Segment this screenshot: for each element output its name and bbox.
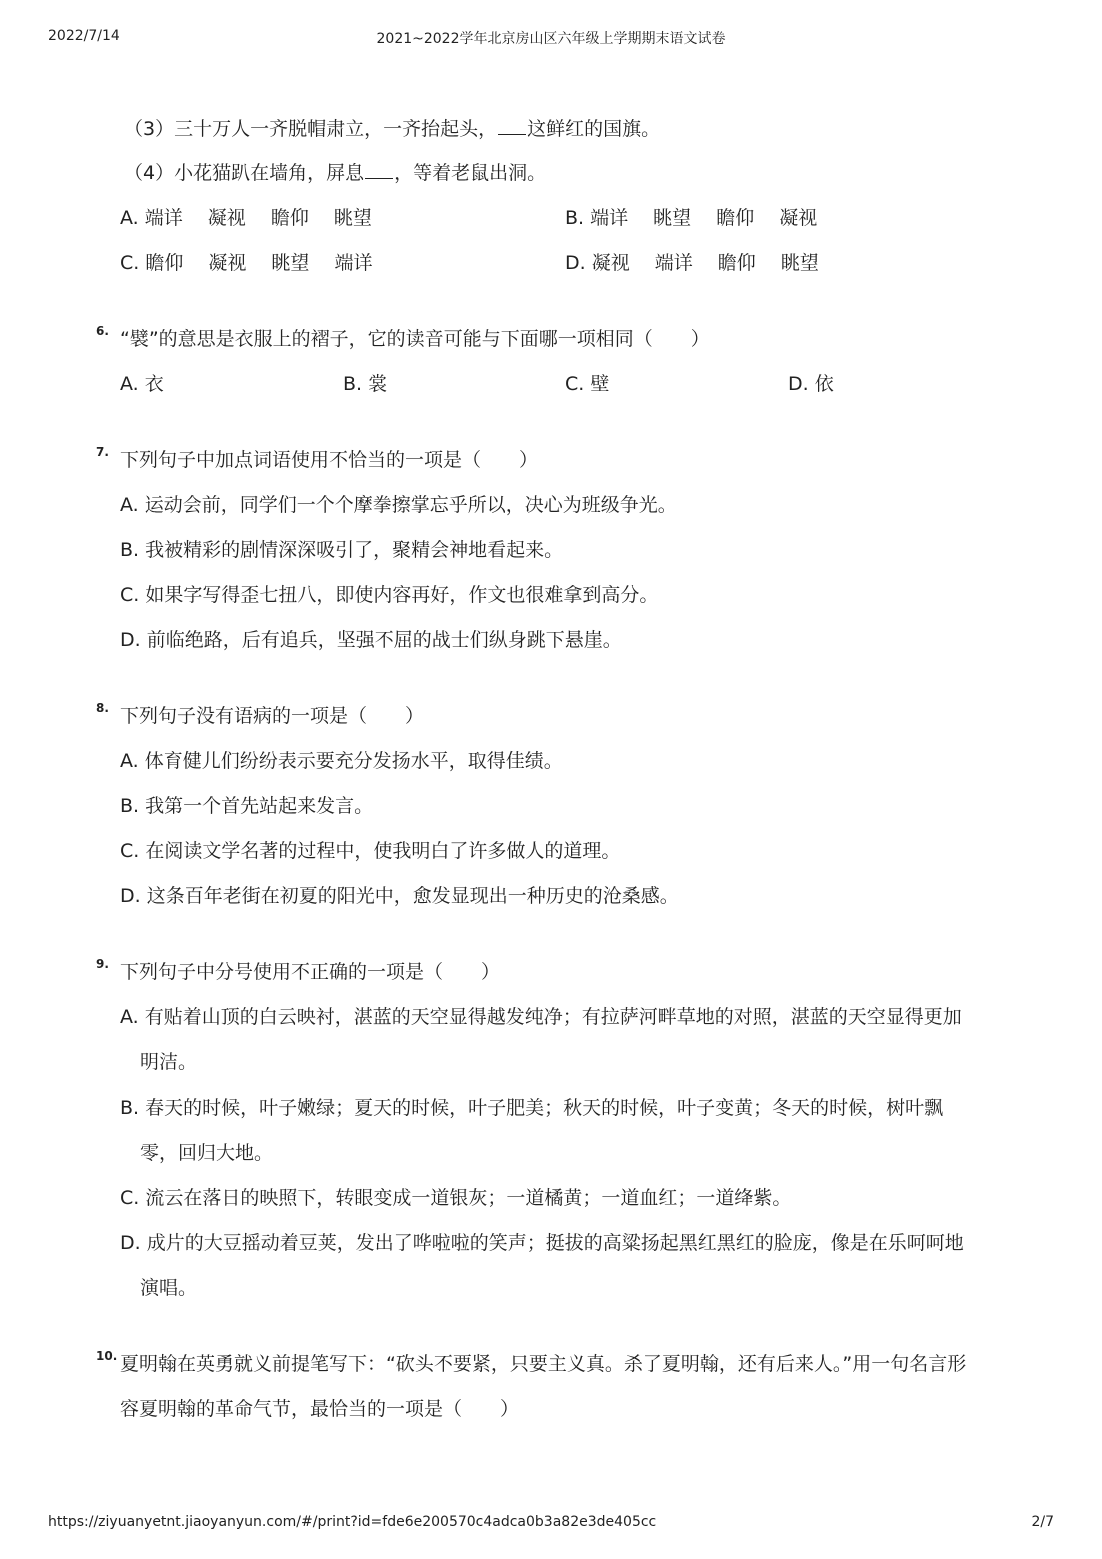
- q9-option-d-line1: D. 成片的大豆摇动着豆荚，发出了哗啦啦的笑声；挺拔的高粱扬起黑红黑红的脸庞，像是在乐呵呵地: [120, 1232, 964, 1254]
- q10-stem-line1: 夏明翰在英勇就义前提笔写下：“砍头不要紧，只要主义真。杀了夏明翰，还有后来人。”用一句名言形: [120, 1353, 967, 1375]
- q5-sub3-text-post: 这鲜红的国旗。: [527, 118, 661, 140]
- q9-option-b-line2: 零，回归大地。: [140, 1142, 274, 1164]
- q7-option-c[interactable]: C. 如果字写得歪七扭八，即使内容再好，作文也很难拿到高分。: [120, 584, 659, 606]
- print-date: 2022/7/14: [48, 28, 120, 44]
- q6-option-c[interactable]: C. 壁: [565, 373, 610, 395]
- q5-option-c[interactable]: C. 瞻仰 凝视 眺望 端详: [120, 252, 373, 274]
- q9-number: 9.: [96, 957, 109, 971]
- q5-sub3: [124, 116, 660, 142]
- q9-option-d-line2: 演唱。: [140, 1277, 198, 1299]
- q7-stem: 下列句子中加点词语使用不恰当的一项是（ ）: [120, 449, 539, 471]
- q5-option-a[interactable]: A. 端详 凝视 瞻仰 眺望: [120, 207, 372, 229]
- q5-sub4-blank: [365, 160, 393, 179]
- q5-sub4-text-pre: （4）小花猫趴在墙角，屏息: [124, 162, 365, 184]
- q9-stem: 下列句子中分号使用不正确的一项是（ ）: [120, 961, 501, 983]
- q10-stem-line2: 容夏明翰的革命气节，最恰当的一项是（ ）: [120, 1398, 520, 1420]
- q8-stem: 下列句子没有语病的一项是（ ）: [120, 705, 425, 727]
- q5-sub3-blank: [498, 116, 526, 135]
- q5-sub4: [124, 160, 546, 186]
- footer-url: https://ziyuanyetnt.jiaoyanyun.com/#/print?id=fde6e200570c4adca0b3a82e3de405cc: [48, 1514, 657, 1530]
- q8-option-a[interactable]: A. 体育健儿们纷纷表示要充分发扬水平，取得佳绩。: [120, 750, 563, 772]
- q5-option-b[interactable]: B. 端详 眺望 瞻仰 凝视: [565, 207, 818, 229]
- q7-option-a[interactable]: A. 运动会前，同学们一个个摩拳擦掌忘乎所以，决心为班级争光。: [120, 494, 677, 516]
- q8-option-d[interactable]: D. 这条百年老街在初夏的阳光中，愈发显现出一种历史的沧桑感。: [120, 885, 679, 907]
- q6-number: 6.: [96, 324, 109, 338]
- q8-option-b[interactable]: B. 我第一个首先站起来发言。: [120, 795, 374, 817]
- q8-option-c[interactable]: C. 在阅读文学名著的过程中，使我明白了许多做人的道理。: [120, 840, 621, 862]
- q9-option-a-line2: 明洁。: [140, 1051, 198, 1073]
- q7-option-b[interactable]: B. 我被精彩的剧情深深吸引了，聚精会神地看起来。: [120, 539, 564, 561]
- q9-option-a-line1: A. 有贴着山顶的白云映衬，湛蓝的天空显得越发纯净；有拉萨河畔草地的对照，湛蓝的天空显得更加: [120, 1006, 962, 1028]
- q6-option-b[interactable]: B. 裳: [343, 373, 388, 395]
- q5-sub3-text-pre: （3）三十万人一齐脱帽肃立，一齐抬起头，: [124, 118, 498, 140]
- q7-number: 7.: [96, 445, 109, 459]
- page-number: 2/7: [1031, 1514, 1054, 1530]
- q9-option-b-line1: B. 春天的时候，叶子嫩绿；夏天的时候，叶子肥美；秋天的时候，叶子变黄；冬天的时候，树叶飘: [120, 1097, 944, 1119]
- q8-number: 8.: [96, 701, 109, 715]
- q9-option-c[interactable]: C. 流云在落日的映照下，转眼变成一道银灰；一道橘黄；一道血红；一道绛紫。: [120, 1187, 792, 1209]
- q5-option-d[interactable]: D. 凝视 端详 瞻仰 眺望: [565, 252, 819, 274]
- q10-number: 10.: [96, 1349, 118, 1363]
- q7-option-d[interactable]: D. 前临绝路，后有追兵，坚强不屈的战士们纵身跳下悬崖。: [120, 629, 622, 651]
- q6-stem: “襞”的意思是衣服上的褶子，它的读音可能与下面哪一项相同（ ）: [120, 328, 710, 350]
- q6-option-a[interactable]: A. 衣: [120, 373, 164, 395]
- q5-sub4-text-post: ，等着老鼠出洞。: [394, 162, 547, 184]
- document-title: 2021~2022学年北京房山区六年级上学期期末语文试卷: [376, 31, 726, 47]
- q6-option-d[interactable]: D. 依: [788, 373, 834, 395]
